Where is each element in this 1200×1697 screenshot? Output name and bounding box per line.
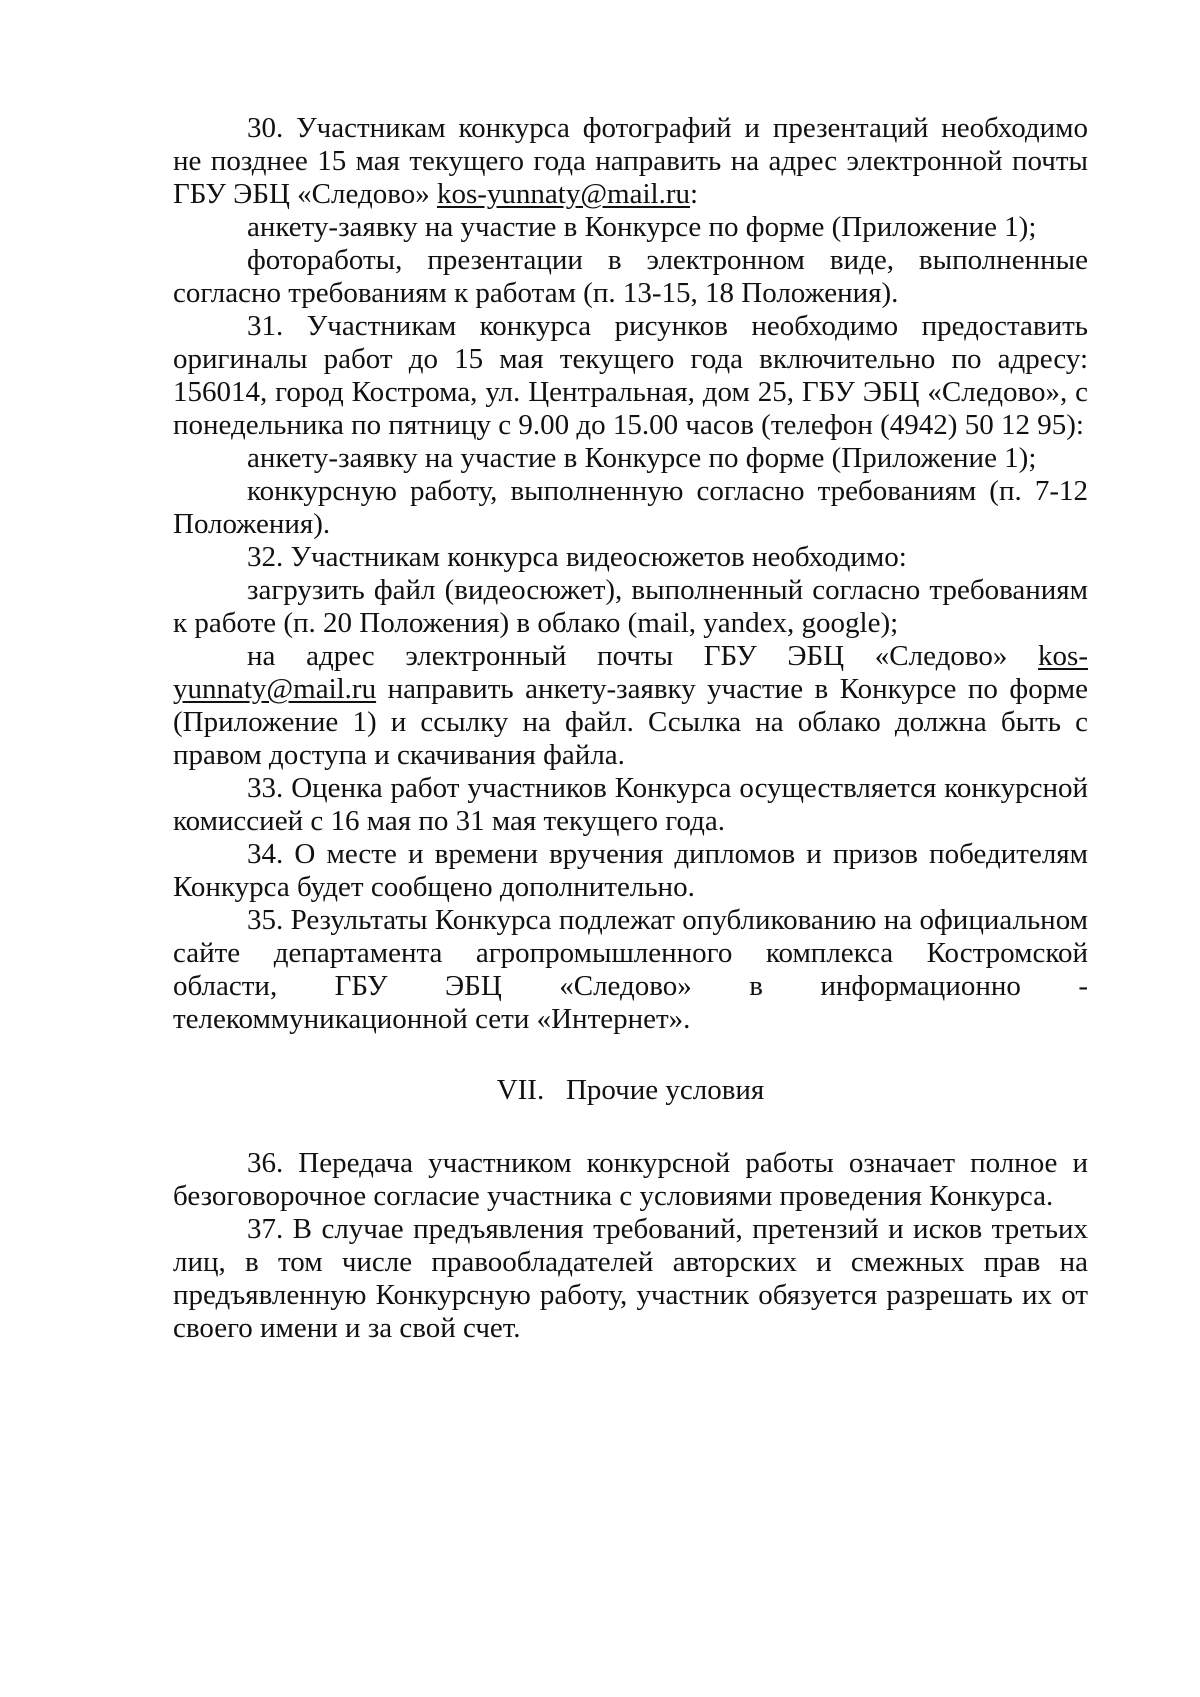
document-page: [173, 112, 1088, 1345]
paragraph-30-item-1: анкету-заявку на участие в Конкурсе по форме (Приложение 1);: [247, 211, 1037, 243]
paragraph-32-item-2-tail: направить анкету-заявку участие в Конкурсе по форме (Приложение 1) и ссылку на файл. Ссылка на облако должна быть с правом доступа и скачивания файла.: [173, 673, 1088, 771]
paragraph-30-item-2: фотоработы, презентации в электронном виде, выполненные согласно требованиям к работам (п. 13-15, 18 Положения).: [173, 244, 1088, 309]
email-link-2[interactable]: kos-yunnaty@mail.ru: [173, 640, 1088, 705]
paragraph-30-text: 30. Участникам конкурса фотографий и презентаций необходимо не позднее 15 мая текущего года направить на адрес электронной почты ГБУ ЭБЦ «Следово»: [173, 112, 1088, 210]
paragraph-32-item-1: загрузить файл (видеосюжет), выполненный согласно требованиям к работе (п. 20 Положения) в облако (mail, yandex, google);: [173, 574, 1088, 639]
paragraph-36: 36. Передача участником конкурсной работы означает полное и безоговорочное согласие участника с условиями проведения Конкурса.: [173, 1147, 1088, 1212]
paragraph-31-item-2: конкурсную работу, выполненную согласно требованиям (п. 7-12 Положения).: [173, 475, 1088, 540]
paragraph-30-tail: :: [690, 178, 699, 210]
paragraph-33: 33. Оценка работ участников Конкурса осуществляется конкурсной комиссией с 16 мая по 31 мая текущего года.: [173, 772, 1088, 837]
paragraph-31: 31. Участникам конкурса рисунков необходимо предоставить оригиналы работ до 15 мая текущего года включительно по адресу: 156014, город Кострома, ул. Центральная, дом 25, ГБУ ЭБЦ «Следово», с понедельника по пятницу с 9.00 до 15.00 часов (телефон (4942) 50 12 95):: [173, 310, 1088, 441]
paragraph-30: [173, 112, 1088, 211]
paragraph-35: 35. Результаты Конкурса подлежат опубликованию на официальном сайте департамента агропромышленного комплекса Костромской области, ГБУ ЭБЦ «Следово» в информационно - телекоммуникационной сети «Интернет».: [173, 904, 1088, 1035]
email-link[interactable]: kos-yunnaty@mail.ru: [436, 178, 691, 210]
paragraph-32-item-2-head: на адрес электронный почты ГБУ ЭБЦ «Следово»: [247, 640, 1039, 672]
paragraph-31-item-1: анкету-заявку на участие в Конкурсе по форме (Приложение 1);: [247, 442, 1037, 474]
paragraph-32-item-2: [173, 640, 1088, 772]
paragraph-37: 37. В случае предъявления требований, претензий и исков третьих лиц, в том числе правообладателей авторских и смежных прав на предъявленную Конкурсную работу, участник обязуется разрешать их от своего имени и за свой счет.: [173, 1213, 1088, 1344]
paragraph-32: 32. Участникам конкурса видеосюжетов необходимо:: [247, 541, 907, 573]
section-heading: VII. Прочие условия: [496, 1074, 765, 1106]
paragraph-34: 34. О месте и времени вручения дипломов и призов победителям Конкурса будет сообщено дополнительно.: [173, 838, 1088, 903]
